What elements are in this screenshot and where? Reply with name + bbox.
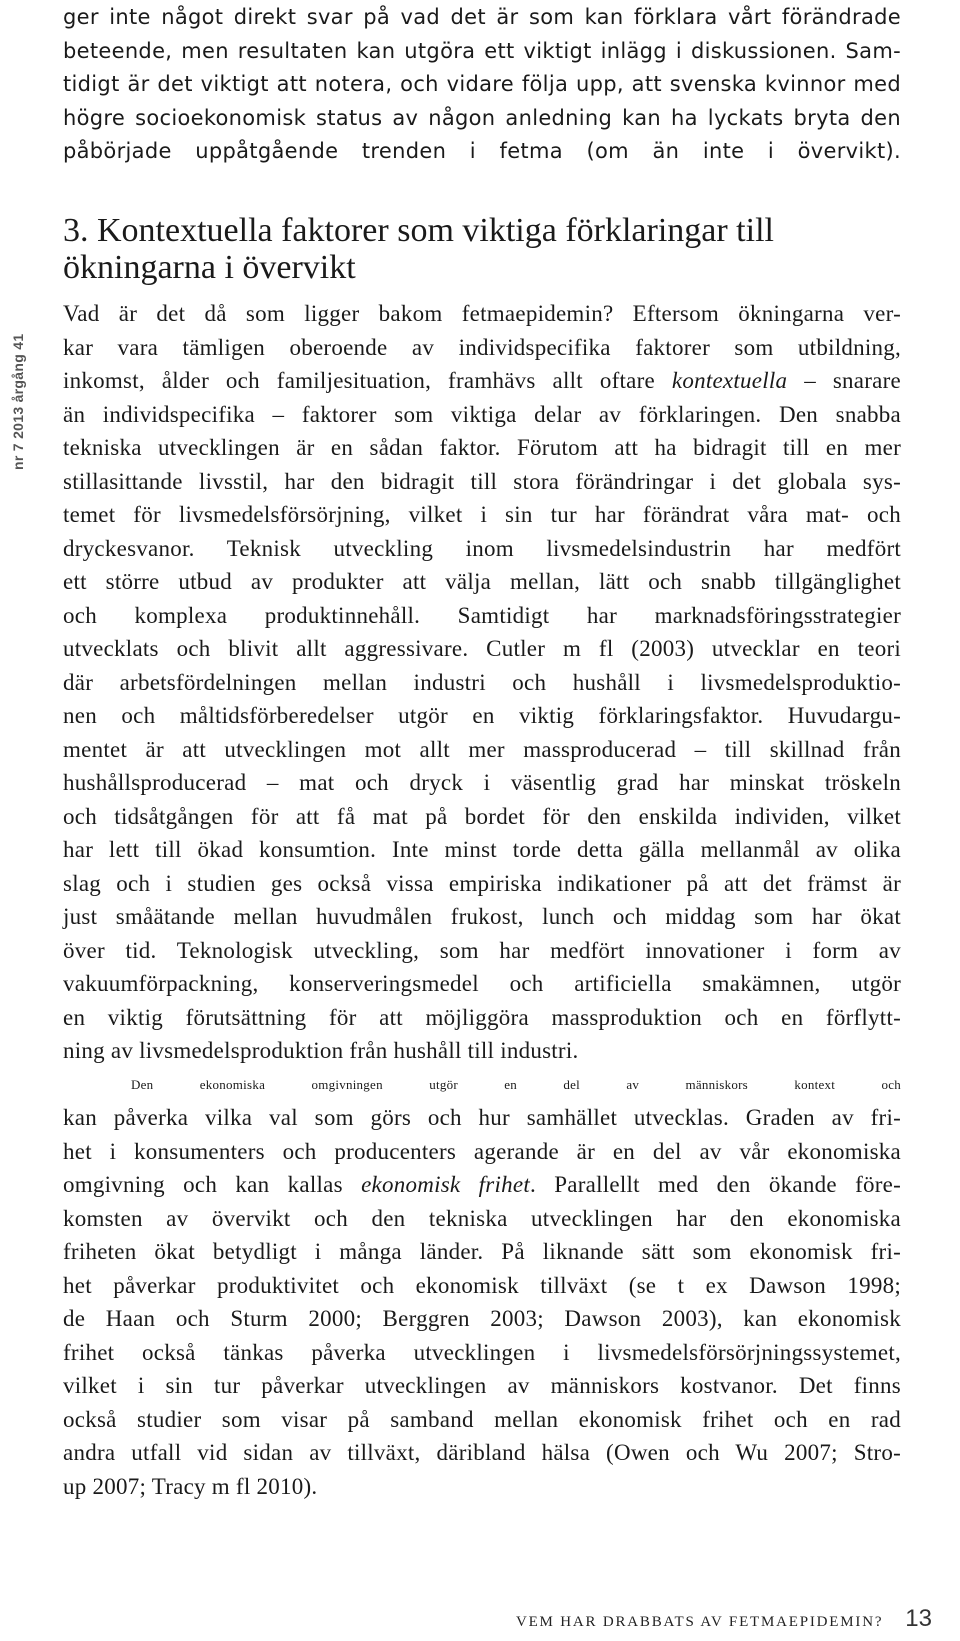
text-line: där arbetsfördelningen mellan industri och hushåll i livsmedelsproduktio- xyxy=(63,669,901,695)
text-line: har lett till ökad konsumtion. Inte minst torde detta gälla mellanmål av olika xyxy=(63,837,901,862)
text-line: och komplexa produktinnehåll. Samtidigt har marknadsföringsstrategier xyxy=(63,602,901,628)
text-line: ett större utbud av produkter att välja mellan, lätt och snabb tillgänglighet xyxy=(63,569,901,594)
text-line: vakuumförpackning, konserveringsmedel och artificiella smakämnen, utgör xyxy=(63,971,901,996)
text-line: vilket i sin tur påverkar utvecklingen av människors kostvanor. Det finns xyxy=(63,1373,901,1398)
text-run: inkomst, ålder och familjesituation, framhävs allt oftare xyxy=(63,368,672,393)
text-line: högre socioekonomisk status av någon anledning kan ha lyckats bryta den xyxy=(63,105,901,130)
body-paragraph-2 xyxy=(63,1068,901,1504)
text-line: utvecklats och blivit allt aggressivare. Cutler m fl (2003) utvecklar en teori xyxy=(63,636,901,661)
text-run: – snarare xyxy=(787,368,901,393)
text-line: tekniska utvecklingen är en sådan faktor. Förutom att ha bidragit till en mer xyxy=(63,435,901,460)
text-line: Den ekonomiska omgivningen utgör en del av människors kontext och xyxy=(131,1076,901,1092)
text-line: kar vara tämligen oberoende av individspecifika faktorer som utbildning, xyxy=(63,334,901,360)
text-line: andra utfall vid sidan av tillväxt, däribland hälsa (Owen och Wu 2007; Stro- xyxy=(63,1440,901,1465)
text-line: hushållsproducerad – mat och dryck i väsentlig grad har minskat tröskeln xyxy=(63,770,901,795)
text-line: het påverkar produktivitet och ekonomisk tillväxt (se t ex Dawson 1998; xyxy=(63,1272,901,1298)
text-line: het i konsumenters och producenters agerande är en del av vår ekonomiska xyxy=(63,1138,901,1164)
text-line: just småätande mellan huvudmålen frukost, lunch och middag som har ökat xyxy=(63,904,901,929)
section-heading-line: ökningarna i övervikt xyxy=(63,249,356,286)
section-heading xyxy=(63,212,901,286)
text-line xyxy=(63,1168,901,1202)
text-run: omgivning och kan kallas xyxy=(63,1172,362,1197)
intro-block xyxy=(63,0,901,169)
body-paragraph-1 xyxy=(63,297,901,1068)
text-line: tidigt är det viktigt att notera, och vidare följa upp, att svenska kvinnor med xyxy=(63,72,901,96)
text-line: också studier som visar på samband mellan ekonomisk frihet och en rad xyxy=(63,1406,901,1432)
emphasized-term: ekonomisk frihet xyxy=(361,1172,530,1197)
text-line: påbörjade uppåtgående trenden i fetma (om än inte i övervikt). xyxy=(63,139,901,163)
text-line: beteende, men resultaten kan utgöra ett viktigt inlägg i diskussionen. Sam- xyxy=(63,38,901,63)
text-line: ning av livsmedelsproduktion från hushåll till industri. xyxy=(63,1038,579,1063)
text-run: . Parallellt med den ökande före- xyxy=(529,1172,901,1197)
text-line: dryckesvanor. Teknisk utveckling inom livsmedelsindustrin har medfört xyxy=(63,535,901,561)
text-line: än individspecifika – faktorer som viktiga delar av förklaringen. Den snabba xyxy=(63,401,901,427)
text-line: frihet också tänkas påverka utvecklingen i livsmedelsförsörjningssystemet, xyxy=(63,1339,901,1365)
text-line: stillasittande livsstil, har den bidragit till stora förändringar i det globala sys- xyxy=(63,468,901,494)
text-line: slag och i studien ges också vissa empiriska indikationer på att det främst är xyxy=(63,870,901,896)
text-line: en viktig förutsättning för att möjliggöra massproduktion och en förflytt- xyxy=(63,1004,901,1030)
emphasized-term: kontextuella xyxy=(671,368,788,393)
intro-paragraph xyxy=(63,0,901,169)
text-line: ger inte något direkt svar på vad det är som kan förklara vårt förändrade xyxy=(63,5,901,29)
text-line: över tid. Teknologisk utveckling, som har medfört innovationer i form av xyxy=(63,937,901,963)
text-line: de Haan och Sturm 2000; Berggren 2003; Dawson 2003), kan ekonomisk xyxy=(63,1306,901,1331)
text-line: mentet är att utvecklingen mot allt mer massproducerad – till skillnad från xyxy=(63,736,901,762)
text-line: friheten ökat betydligt i många länder. På liknande sätt som ekonomisk fri- xyxy=(63,1239,901,1264)
section-heading-line: 3. Kontextuella faktorer som viktiga förklaringar till xyxy=(63,212,774,249)
text-line: Vad är det då som ligger bakom fetmaepidemin? Eftersom ökningarna ver- xyxy=(63,301,901,326)
running-title: VEM HAR DRABBATS AV FETMAEPIDEMIN? xyxy=(515,1614,884,1630)
text-line: komsten av övervikt och den tekniska utvecklingen har den ekonomiska xyxy=(63,1205,901,1231)
text-line: up 2007; Tracy m fl 2010). xyxy=(63,1473,318,1499)
text-line xyxy=(63,364,901,398)
text-line: temet för livsmedelsförsörjning, vilket i sin tur har förändrat våra mat- och xyxy=(63,502,901,527)
text-line: nen och måltidsförberedelser utgör en viktig förklaringsfaktor. Huvudargu- xyxy=(63,703,901,728)
text-line: kan påverka vilka val som görs och hur samhället utvecklas. Graden av fri- xyxy=(63,1105,901,1130)
issue-label: nr 7 2013 årgång 41 xyxy=(10,333,26,470)
body-text xyxy=(63,297,901,1503)
page-footer xyxy=(516,1605,932,1633)
page-number: 13 xyxy=(905,1605,932,1632)
text-line: och tidsåtgången för att få mat på bordet för den enskilda individen, vilket xyxy=(63,803,901,829)
